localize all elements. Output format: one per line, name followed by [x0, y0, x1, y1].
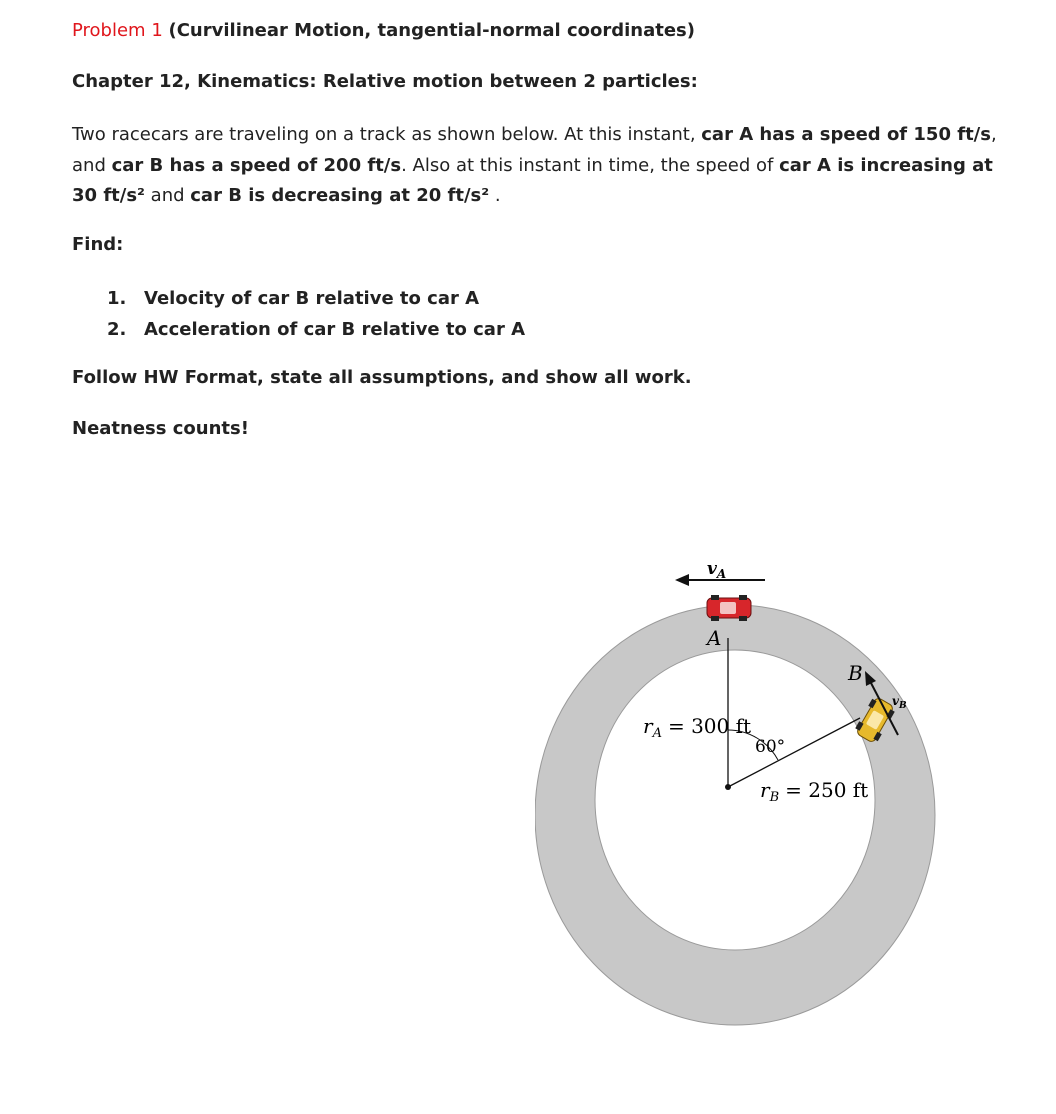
problem-topic: (Curvilinear Motion, tangential-normal coordinates) — [168, 20, 695, 41]
radius-a-label: $r_A = 300$ ft — [643, 714, 752, 741]
car-a-icon — [707, 595, 751, 621]
list-item — [107, 283, 525, 314]
velocity-b-label: $v_B$ — [892, 694, 907, 711]
problem-label: Problem 1 — [72, 20, 163, 41]
find-list — [107, 283, 525, 345]
car-b-label: B — [848, 661, 863, 685]
statement-text: , and — [72, 124, 997, 176]
instructions: Follow HW Format, state all assumptions, and show all work. — [72, 367, 692, 388]
car-a-speed: car A has a speed of 150 ft/s — [701, 124, 991, 145]
statement-text: . Also at this instant in time, the speed of — [401, 154, 780, 176]
item-number: 2. — [107, 319, 127, 340]
neatness-note: Neatness counts! — [72, 418, 249, 439]
track-ring — [535, 605, 935, 1025]
car-b-deceleration: car B is decreasing at 20 ft/s² — [190, 185, 490, 206]
item-number: 1. — [107, 288, 127, 309]
car-a-acceleration: car A is increasing at 30 ft/s² — [72, 154, 993, 206]
item-text: Acceleration of car B relative to car A — [144, 319, 526, 340]
track-center — [725, 784, 731, 790]
car-b-speed: car B has a speed of 200 ft/s — [111, 154, 402, 176]
item-text: Velocity of car B relative to car A — [144, 288, 480, 309]
problem-statement — [72, 120, 1007, 212]
list-item — [107, 314, 525, 345]
statement-text: . — [489, 185, 501, 206]
velocity-a-label: $v_A$ — [707, 559, 727, 581]
statement-text: and — [144, 185, 191, 206]
problem-heading — [72, 19, 695, 43]
car-a-label: A — [707, 626, 722, 650]
velocity-a-arrowhead — [675, 574, 689, 586]
track-diagram — [535, 555, 945, 1055]
angle-label: 60° — [755, 737, 786, 757]
find-label: Find: — [72, 234, 124, 255]
radius-b-label: $r_B = 250$ ft — [760, 778, 869, 805]
chapter-heading: Chapter 12, Kinematics: Relative motion between 2 particles: — [72, 71, 698, 92]
statement-text: Two racecars are traveling on a track as shown below. At this instant, — [72, 124, 702, 145]
